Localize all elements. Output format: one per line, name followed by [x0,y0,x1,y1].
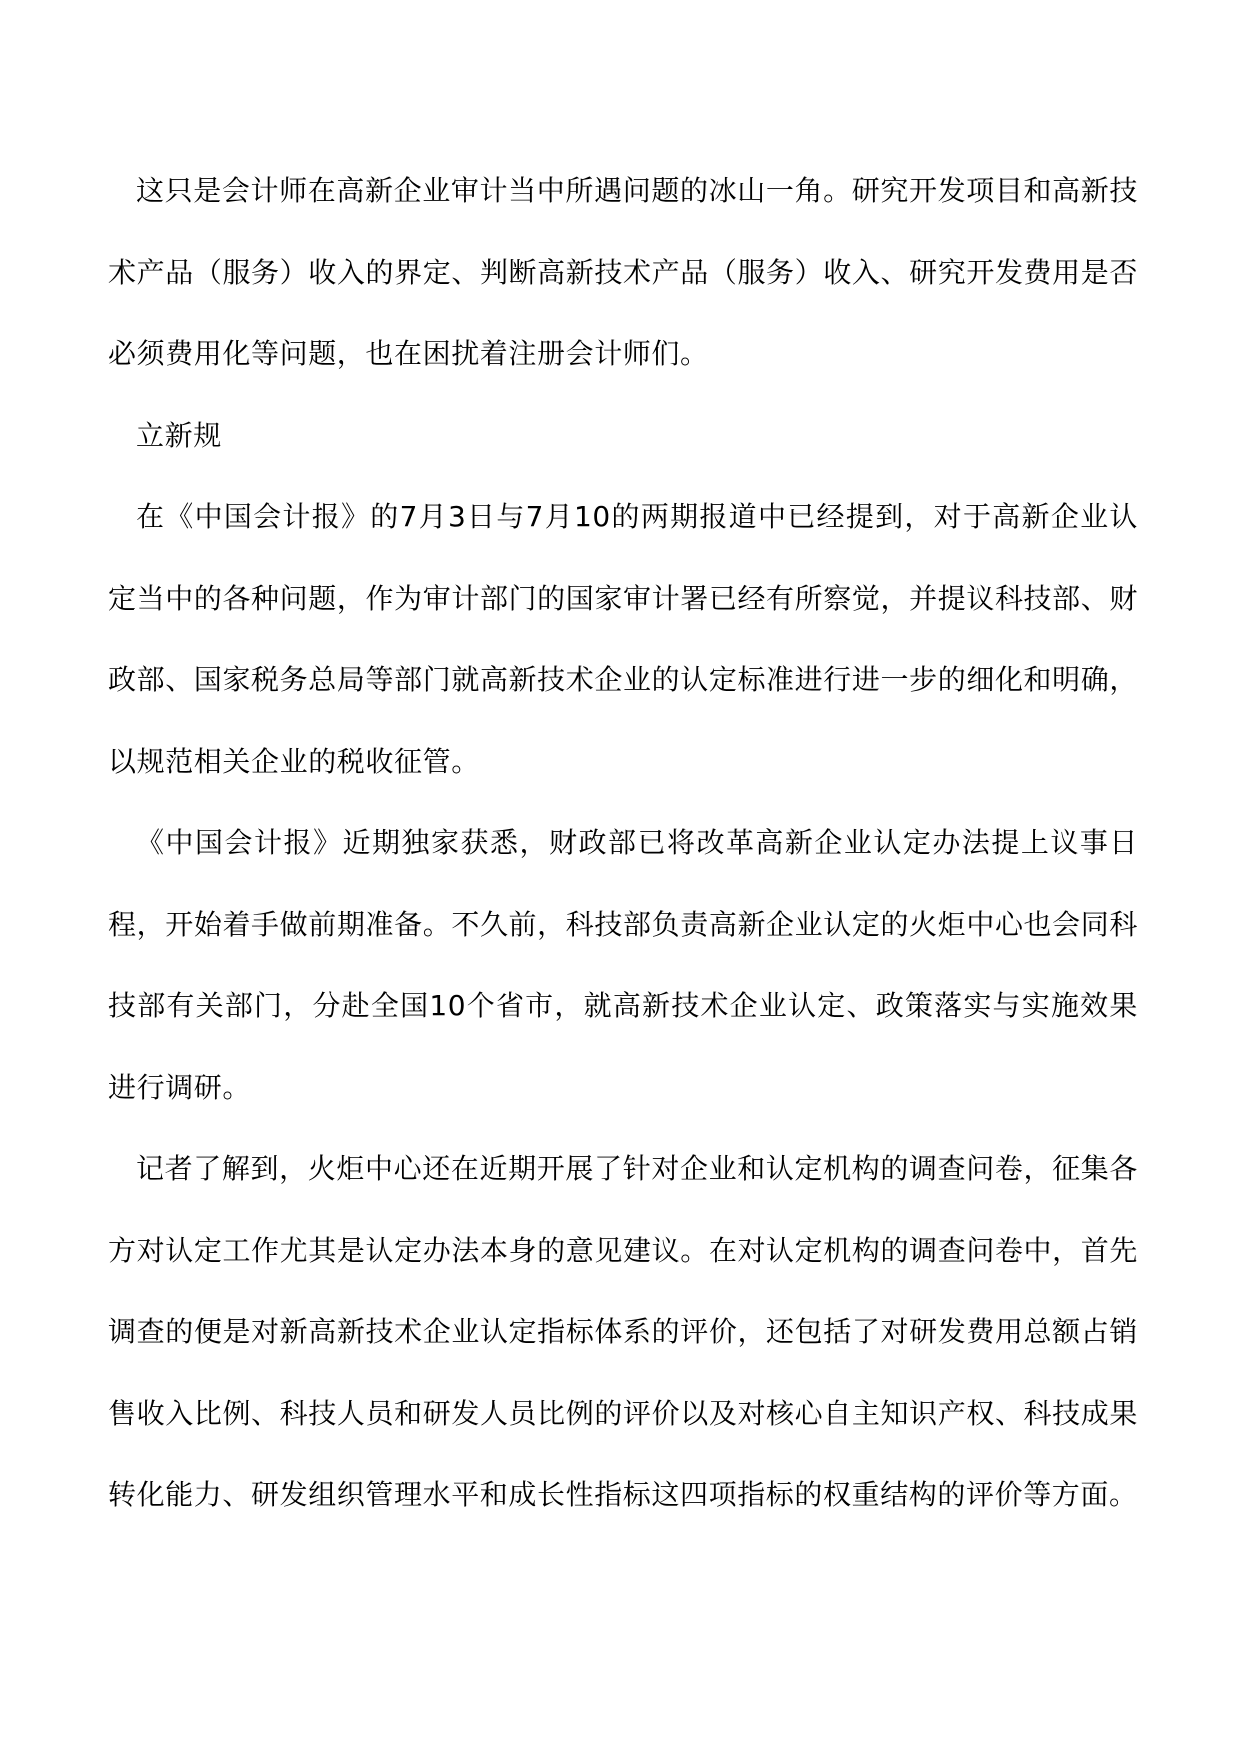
paragraph-report: 在《中国会计报》的7月3日与7月10的两期报道中已经提到，对于高新企业认定当中的各种问题，作为审计部门的国家审计署已经有所察觉，并提议科技部、财政部、国家税务总局等部门就高新技术企业的认定标准进行进一步的细化和明确，以规范相关企业的税收征管。 [108,500,1138,778]
paragraph-intro: 这只是会计师在高新企业审计当中所遇问题的冰山一角。研究开发项目和高新技术产品（服务）收入的界定、判断高新技术产品（服务）收入、研究开发费用是否必须费用化等问题，也在困扰着注册会计师们。 [108,174,1138,370]
document-body [108,150,1138,1536]
section-heading: 立新规 [136,418,222,452]
paragraph-ministry: 《中国会计报》近期独家获悉，财政部已将改革高新企业认定办法提上议事日程，开始着手做前期准备。不久前，科技部负责高新企业认定的火炬中心也会同科技部有关部门，分赴全国10个省市，就高新技术企业认定、政策落实与实施效果进行调研。 [108,826,1138,1104]
paragraph-survey: 记者了解到，火炬中心还在近期开展了针对企业和认定机构的调查问卷，征集各方对认定工作尤其是认定办法本身的意见建议。在对认定机构的调查问卷中，首先调查的便是对新高新技术企业认定指标体系的评价，还包括了对研发费用总额占销售收入比例、科技人员和研发人员比例的评价以及对核心自主知识产权、科技成果转化能力、研发组织管理水平和成长性指标这四项指标的权重结构的评价等方面。 [108,1152,1138,1511]
